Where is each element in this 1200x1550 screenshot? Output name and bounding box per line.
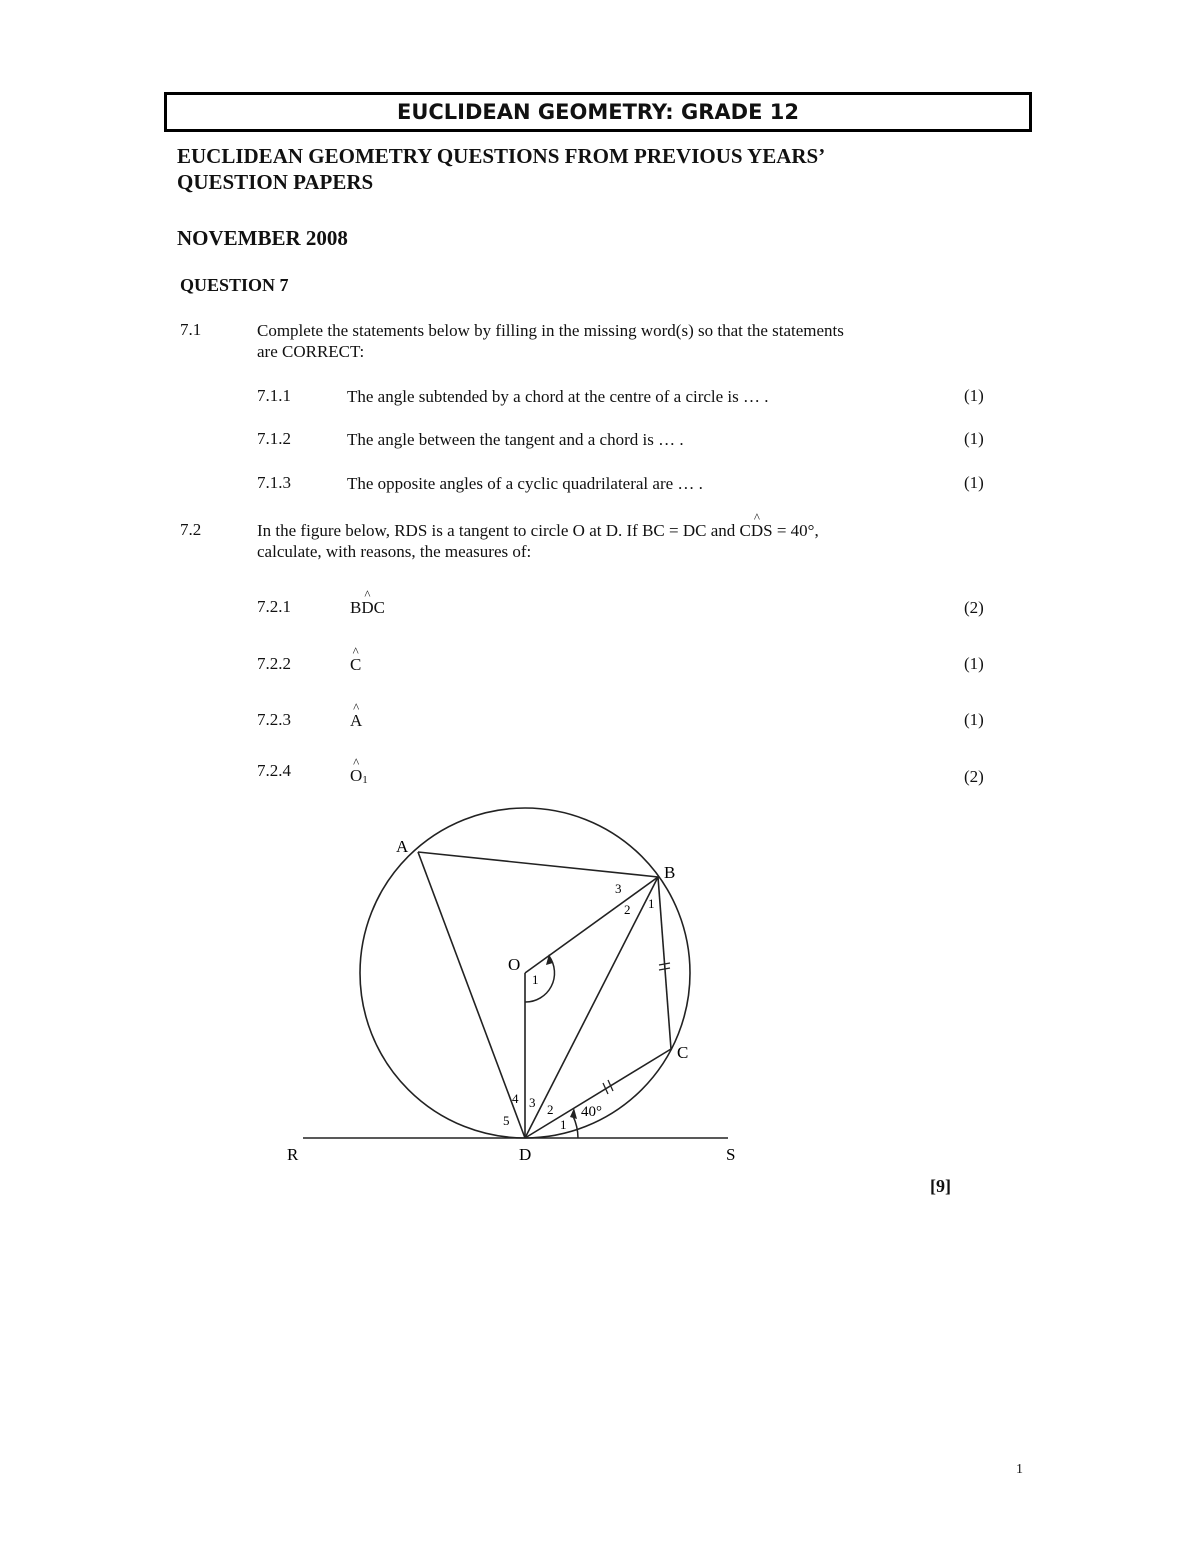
subtitle-line-2: QUESTION PAPERS xyxy=(177,170,374,194)
label-c: C xyxy=(677,1043,689,1062)
page-number: 1 xyxy=(1016,1462,1023,1477)
angle-d5: 5 xyxy=(503,1113,510,1128)
q713-marks: (1) xyxy=(964,473,984,492)
q713-text: The opposite angles of a cyclic quadrilateral are … . xyxy=(347,474,703,493)
q72-line-1: In the figure below, RDS is a tangent to circle O at D. If BC = DC and C^ DS = 40°, xyxy=(257,520,819,541)
page-title: EUCLIDEAN GEOMETRY: GRADE 12 xyxy=(164,92,1032,132)
subtitle xyxy=(177,143,825,195)
label-o: O xyxy=(508,955,521,974)
q72-line-2: calculate, with reasons, the measures of: xyxy=(257,542,532,561)
subtitle-line-1: EUCLIDEAN GEOMETRY QUESTIONS FROM PREVIOUS YEARS’ xyxy=(177,144,826,168)
angle-d1: 1 xyxy=(560,1117,567,1132)
q711-text: The angle subtended by a chord at the centre of a circle is … . xyxy=(347,387,769,406)
q724-marks: (2) xyxy=(964,767,984,786)
q723-number: 7.2.3 xyxy=(257,710,291,729)
q71-line-1: Complete the statements below by filling in the missing word(s) so that the statements xyxy=(257,321,844,340)
q721-number: 7.2.1 xyxy=(257,597,291,616)
radius-ob xyxy=(525,877,658,973)
label-r: R xyxy=(287,1145,299,1164)
q723-angle: ^ A xyxy=(350,710,362,731)
angle-d4: 4 xyxy=(512,1091,519,1106)
q713-number: 7.1.3 xyxy=(257,473,291,492)
q722-angle: ^ C xyxy=(350,654,361,675)
q71-line-2: are CORRECT: xyxy=(257,342,365,361)
q712-text: The angle between the tangent and a chord is … . xyxy=(347,430,684,449)
angle-d2: 2 xyxy=(547,1102,554,1117)
q724-angle: ^ O1 xyxy=(350,765,368,791)
arc-cds xyxy=(573,1116,578,1138)
q724-number: 7.2.4 xyxy=(257,761,291,780)
hat-angle: ^ D xyxy=(751,520,763,541)
angle-o1: 1 xyxy=(532,972,539,987)
total-marks: [9] xyxy=(930,1176,951,1196)
chord-ad xyxy=(418,852,525,1138)
q722-number: 7.2.2 xyxy=(257,654,291,673)
geometry-figure xyxy=(270,790,770,1180)
angle-b2: 2 xyxy=(624,902,631,917)
q711-number: 7.1.1 xyxy=(257,386,291,405)
chord-bd xyxy=(525,877,658,1138)
q722-marks: (1) xyxy=(964,654,984,673)
label-s: S xyxy=(726,1145,736,1164)
angle-cds-value: 40° xyxy=(581,1104,602,1120)
q71-instruction xyxy=(257,320,844,362)
q711-marks: (1) xyxy=(964,386,984,405)
label-a: A xyxy=(396,837,409,856)
q721-marks: (2) xyxy=(964,598,984,617)
q721-angle: B^ DC xyxy=(350,597,385,618)
q72-number: 7.2 xyxy=(180,520,202,539)
angle-b1: 1 xyxy=(648,896,655,911)
q72-instruction xyxy=(257,520,819,562)
label-d: D xyxy=(519,1145,532,1164)
label-b: B xyxy=(664,863,676,882)
q712-number: 7.1.2 xyxy=(257,429,291,448)
session-heading: NOVEMBER 2008 xyxy=(177,226,348,250)
angle-d3: 3 xyxy=(529,1095,536,1110)
question-label: QUESTION 7 xyxy=(180,275,289,295)
q712-marks: (1) xyxy=(964,429,984,448)
q723-marks: (1) xyxy=(964,710,984,729)
angle-b3: 3 xyxy=(615,881,622,896)
q71-number: 7.1 xyxy=(180,320,202,339)
chord-ab xyxy=(418,852,658,877)
